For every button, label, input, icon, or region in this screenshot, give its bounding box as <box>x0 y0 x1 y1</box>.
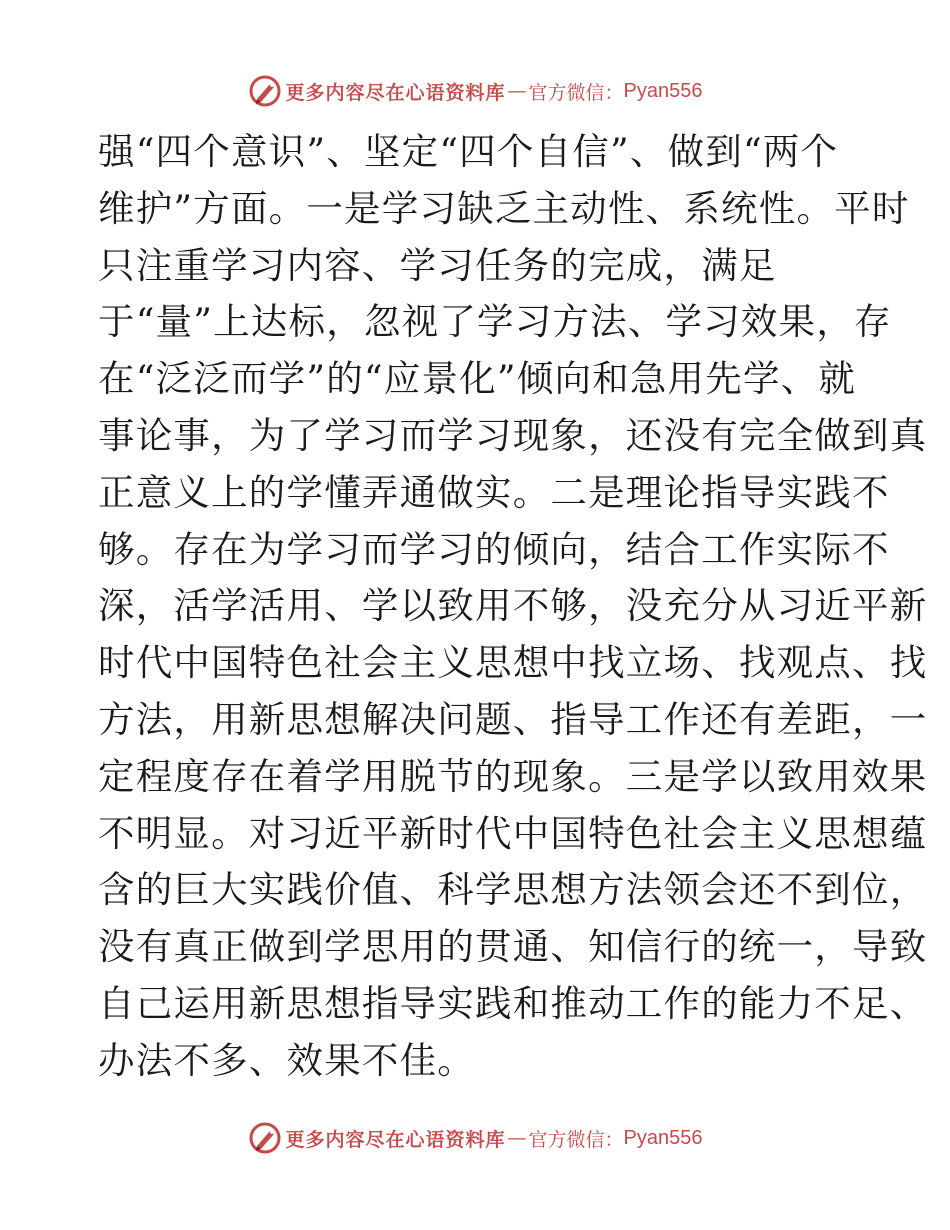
banner-wechat-id: Pyan556 <box>623 1126 703 1149</box>
banner-wechat-label: 官方微信： <box>528 81 624 104</box>
body-line: 事论事，为了学习而学习现象，还没有完全做到真 <box>98 413 928 457</box>
body-line: 时代中国特色社会主义思想中找立场、找观点、找 <box>98 641 928 685</box>
body-line: 够。存在为学习而学习的倾向，结合工作实际不 <box>98 527 890 571</box>
body-line: 自己运用新思想指导实践和推动工作的能力不足、 <box>98 981 928 1025</box>
banner-main-text: 更多内容尽在心语资料库 <box>285 1128 506 1151</box>
body-line: 办法不多、效果不佳。 <box>98 1038 475 1082</box>
body-line: 维护”方面。一是学习缺乏主动性、系统性。平时 <box>98 186 910 230</box>
banner-separator: — <box>507 1127 527 1149</box>
header-banner <box>0 71 950 111</box>
body-line: 于“量”上达标，忽视了学习方法、学习效果，存 <box>98 300 892 344</box>
footer-banner <box>0 1118 950 1158</box>
body-line: 含的巨大实践价值、科学思想方法领会还不到位， <box>98 868 928 912</box>
body-line: 正意义上的学懂弄通做实。二是理论指导实践不 <box>98 470 890 514</box>
banner-wechat-id: Pyan556 <box>623 79 703 102</box>
body-line: 强“四个意识”、坚定“四个自信”、做到“两个 <box>98 130 839 173</box>
banner-wechat-label: 官方微信： <box>528 1128 624 1151</box>
pen-in-circle-icon <box>248 1121 282 1155</box>
body-line: 深，活学活用、学以致用不够，没充分从习近平新 <box>98 584 928 628</box>
body-line: 不明显。对习近平新时代中国特色社会主义思想蕴 <box>98 811 928 855</box>
body-line: 没有真正做到学思用的贯通、知信行的统一，导致 <box>98 925 928 969</box>
body-line: 只注重学习内容、学习任务的完成，满足 <box>98 243 777 287</box>
body-line: 在“泛泛而学”的“应景化”倾向和急用先学、就 <box>98 357 857 401</box>
banner-main-text: 更多内容尽在心语资料库 <box>285 81 506 104</box>
body-line: 方法，用新思想解决问题、指导工作还有差距，一 <box>98 697 928 741</box>
banner-separator: — <box>507 80 527 102</box>
body-line: 定程度存在着学用脱节的现象。三是学以致用效果 <box>98 754 928 798</box>
pen-in-circle-icon <box>248 74 282 108</box>
document-body <box>98 124 928 1090</box>
